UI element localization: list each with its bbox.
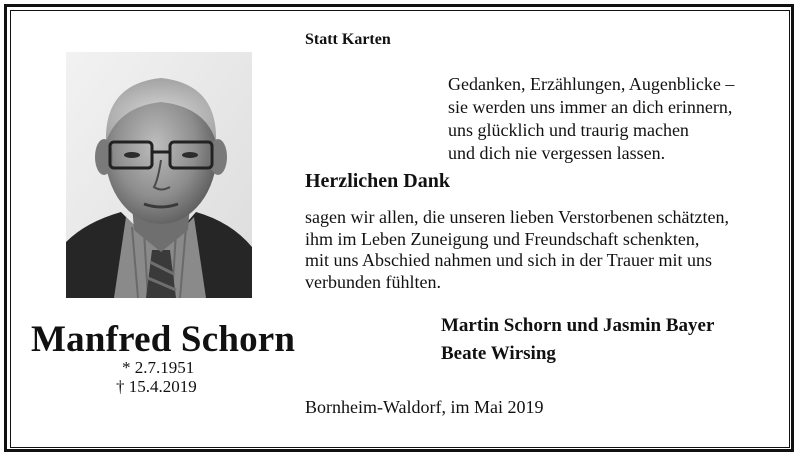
- thanks-line: verbunden fühlten.: [305, 271, 441, 292]
- signer-name: Martin Schorn und Jasmin Bayer: [441, 315, 715, 336]
- thanks-line: sagen wir allen, die unseren lieben Verstorbenen schätzten,: [305, 207, 730, 227]
- place-date: Bornheim-Waldorf, im Mai 2019: [305, 397, 544, 417]
- birth-date: * 2.7.1951: [122, 358, 195, 377]
- poem-line: und dich nie vergessen lassen.: [448, 143, 666, 163]
- header-label: Statt Karten: [305, 31, 391, 48]
- signers: [441, 312, 714, 368]
- portrait-photo: [66, 52, 252, 298]
- thanks-heading: Herzlichen Dank: [305, 170, 450, 192]
- deceased-name: Manfred Schorn: [31, 319, 296, 360]
- thanks-line: mit uns Abschied nahmen und sich in der Trauer mit uns: [305, 250, 712, 270]
- thanks-text: [305, 207, 729, 293]
- poem-line: Gedanken, Erzählungen, Augenblicke –: [448, 74, 735, 94]
- poem-line: uns glücklich und traurig machen: [448, 120, 689, 140]
- poem: [448, 73, 734, 165]
- thanks-line: ihm im Leben Zuneigung und Freundschaft schenkten,: [305, 228, 700, 249]
- death-date: † 15.4.2019: [116, 377, 197, 396]
- poem-line: sie werden uns immer an dich erinnern,: [448, 97, 733, 117]
- signer-name: Beate Wirsing: [441, 343, 556, 364]
